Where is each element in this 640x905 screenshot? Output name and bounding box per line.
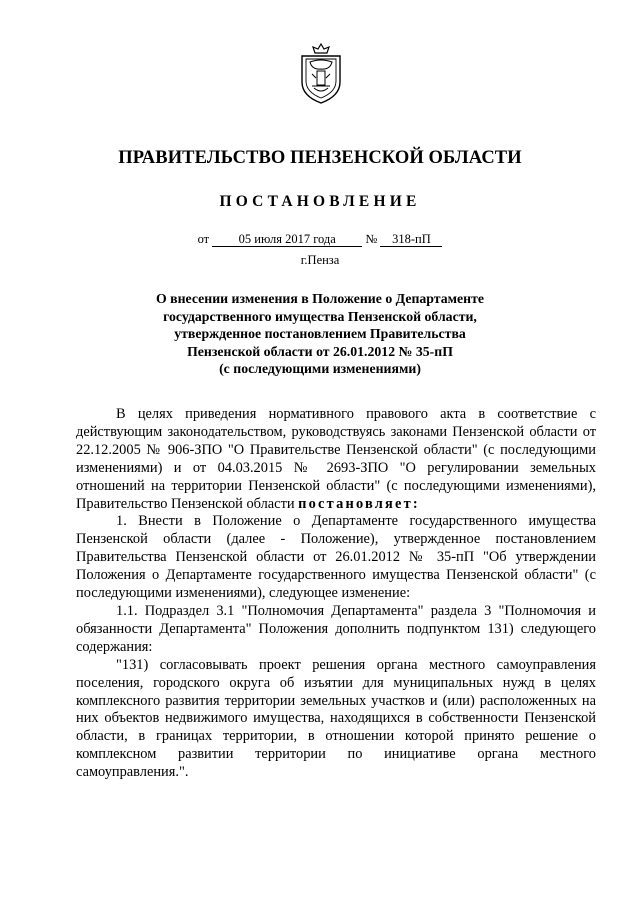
city: г.Пенза (300, 253, 340, 267)
subject-line: О внесении изменения в Положение о Департаменте (155, 291, 485, 306)
date-prefix: от (197, 232, 210, 246)
paragraph: 1.1. Подраздел 3.1 "Полномочия Департамента" раздела 3 "Полномочия и обязанности Департамента" Положения дополнить подпунктом 131) следующего содержания: (76, 602, 596, 655)
subject-line: (с последующими изменениями) (219, 361, 421, 376)
date-number-line (0, 232, 640, 247)
paragraph: "131) согласовывать проект решения органа местного самоуправления поселения, городского округа об изъятии для муниципальных нужд в целях комплексного развития территории земельных участков и (или) расположенных на них объектов недвижимого имущества, находящихся в собственности Пензенской области, в границах территории, в отношении которой принято решение о комплексном развитии территории по инициативе органа местного самоуправления.". (76, 656, 596, 781)
coat-of-arms-icon (296, 40, 346, 106)
document-number: 318-пП (380, 233, 442, 247)
subject-line: Пензенской области от 26.01.2012 № 35-пП (187, 343, 453, 359)
subject-line: утвержденное постановлением Правительства (174, 326, 466, 341)
subject-line: государственного имущества Пензенской области, (163, 308, 477, 324)
paragraph-text: В целях приведения нормативного правового акта в соответствие с действующим законодательством, руководствуясь законами Пензенской области от 22.12.2005 № 906-ЗПО "О Правительстве Пензенской области" (с последующими изменениями) и от 04.03.2015 № 2693-ЗПО "О регулировании земельных отношений на территории Пензенской области" (с последующими изменениями), Правительство Пензенской области (76, 406, 596, 512)
resolves-word: постановляет: (298, 495, 420, 512)
number-sign: № (365, 232, 378, 246)
paragraph (76, 406, 596, 513)
document-date: 05 июля 2017 года (212, 233, 362, 247)
document-type: ПОСТАНОВЛЕНИЕ (219, 193, 421, 210)
paragraph: 1. Внести в Положение о Департаменте государственного имущества Пензенской области (далее - Положение), утвержденное постановлением Правительства Пензенской области от 26.01.2012 № 35-пП "Об утверждении Положения о Департаменте государственного имущества Пензенской области" (с последующими изменениями), следующее изменение: (76, 513, 596, 602)
document-subject (0, 290, 640, 378)
government-title: ПРАВИТЕЛЬСТВО ПЕНЗЕНСКОЙ ОБЛАСТИ (118, 148, 522, 168)
document-body (76, 406, 596, 782)
